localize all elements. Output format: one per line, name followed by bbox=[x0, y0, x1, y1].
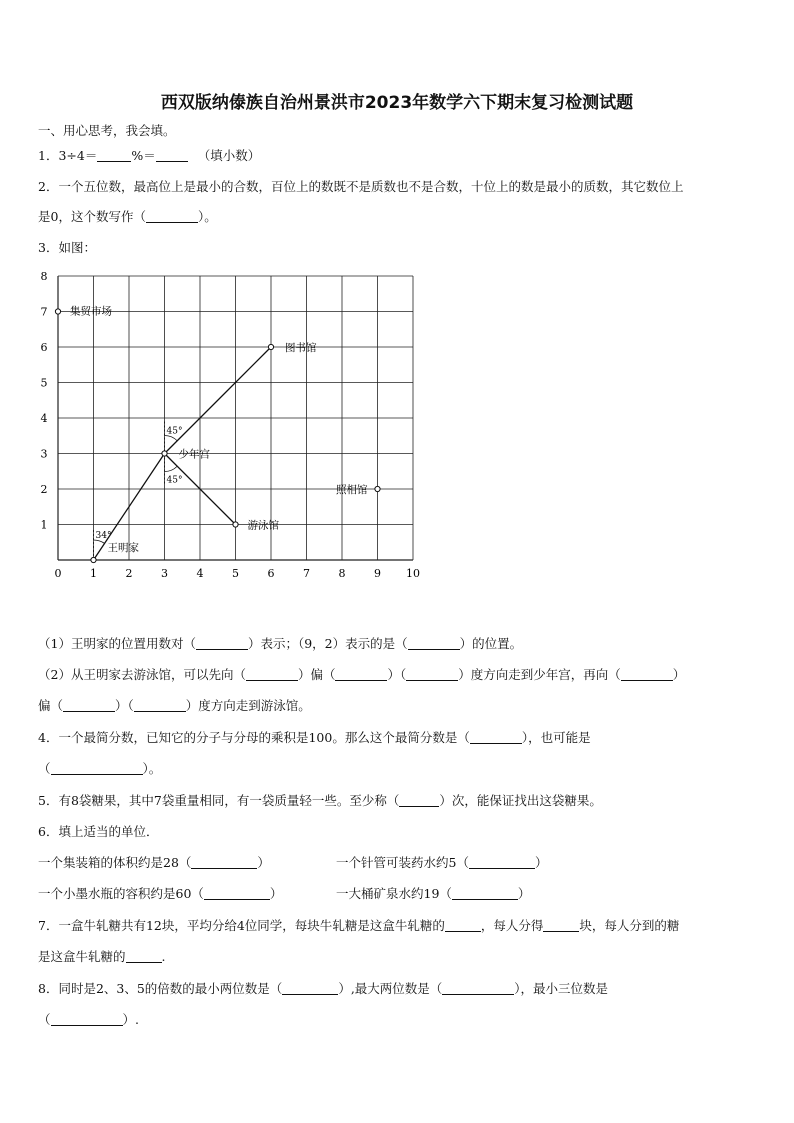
question-3-2: （2）从王明家去游泳馆，可以先向（ ）偏（ ）（ ）度方向走到少年宫，再向（ ） bbox=[38, 667, 686, 682]
y-tick-label: 6 bbox=[40, 341, 48, 354]
location-point bbox=[162, 451, 167, 456]
x-tick-label: 1 bbox=[90, 567, 97, 580]
question-6-row-2-b: 一大桶矿泉水约19（ ） bbox=[336, 886, 531, 901]
answer-blank[interactable] bbox=[621, 669, 673, 681]
y-tick-label: 5 bbox=[40, 376, 48, 390]
answer-blank[interactable] bbox=[406, 669, 458, 681]
answer-blank[interactable] bbox=[470, 732, 522, 744]
y-tick-label: 2 bbox=[40, 483, 48, 496]
answer-blank[interactable] bbox=[399, 795, 439, 807]
angle-label: 45° bbox=[166, 426, 183, 437]
angle-marks bbox=[94, 422, 183, 561]
y-tick-label: 7 bbox=[40, 305, 48, 319]
coordinate-map-chart bbox=[30, 262, 430, 592]
question-3: 3．如图： bbox=[38, 240, 96, 255]
answer-blank[interactable] bbox=[63, 700, 115, 712]
question-7: 7．一盒牛轧糖共有12块，平均分给4位同学，每块牛轧糖是这盒牛轧糖的 ，每人分得 块，每人分到的糖 bbox=[38, 918, 680, 933]
location-point bbox=[375, 486, 380, 491]
question-3-2-cont: 偏（ ）（ ）度方向走到游泳馆。 bbox=[38, 698, 311, 713]
question-2: 2．一个五位数，最高位上是最小的合数，百位上的数既不是质数也不是合数，十位上的数是最小的质数，其它数位上 bbox=[38, 179, 684, 194]
answer-blank[interactable] bbox=[445, 919, 481, 932]
question-6-row-2: 一个小墨水瓶的容积约是60（ ） bbox=[38, 886, 283, 901]
x-tick-label: 4 bbox=[196, 567, 204, 580]
x-tick-label: 7 bbox=[303, 567, 310, 580]
answer-blank[interactable] bbox=[282, 983, 338, 995]
answer-blank[interactable] bbox=[408, 638, 460, 650]
location-label: 图书馆 bbox=[285, 342, 317, 354]
answer-blank[interactable] bbox=[442, 983, 514, 995]
question-4-cont: （ ）。 bbox=[38, 761, 162, 776]
y-tick-label: 3 bbox=[40, 447, 48, 461]
question-2-cont: 是0，这个数写作（ ）。 bbox=[38, 209, 217, 224]
answer-blank[interactable] bbox=[196, 638, 248, 650]
location-label: 王明家 bbox=[107, 542, 139, 554]
question-6-row-1: 一个集装箱的体积约是28（ ） bbox=[38, 855, 270, 870]
x-tick-label: 8 bbox=[338, 567, 346, 580]
answer-blank[interactable] bbox=[51, 763, 143, 775]
answer-blank[interactable] bbox=[97, 149, 131, 162]
y-tick-label: 4 bbox=[40, 412, 48, 425]
answer-blank[interactable] bbox=[126, 950, 162, 963]
x-tick-label: 0 bbox=[54, 567, 62, 580]
location-label: 游泳馆 bbox=[247, 519, 279, 532]
question-5: 5．有8袋糖果，其中7袋重量相同，有一袋质量轻一些。至少称（ ）次，能保证找出这袋糖果。 bbox=[38, 793, 602, 808]
answer-blank[interactable] bbox=[543, 919, 579, 932]
x-tick-label: 5 bbox=[232, 567, 239, 580]
x-tick-label: 2 bbox=[125, 567, 133, 580]
location-point bbox=[55, 309, 60, 314]
y-tick-label: 8 bbox=[40, 270, 48, 283]
answer-blank[interactable] bbox=[469, 857, 535, 869]
locations bbox=[55, 305, 380, 563]
question-7-cont: 是这盒牛轧糖的 . bbox=[38, 949, 166, 964]
angle-label: 34° bbox=[95, 531, 112, 541]
question-3-1: （1）王明家的位置用数对（ ）表示；（9，2）表示的是（ ）的位置。 bbox=[38, 636, 523, 651]
angle-arc bbox=[165, 466, 178, 471]
answer-blank[interactable] bbox=[51, 1014, 123, 1026]
location-point bbox=[233, 522, 238, 527]
x-tick-label: 6 bbox=[267, 567, 275, 580]
question-8-cont: （ ）. bbox=[38, 1012, 139, 1027]
question-4: 4．一个最简分数，已知它的分子与分母的乘积是100。那么这个最简分数是（ ），也可能是 bbox=[38, 730, 591, 745]
question-6: 6．填上适当的单位． bbox=[38, 824, 159, 839]
location-point bbox=[268, 344, 273, 349]
location-label: 照相馆 bbox=[336, 484, 368, 496]
answer-blank[interactable] bbox=[146, 211, 198, 223]
location-point bbox=[91, 557, 96, 562]
x-tick-label: 3 bbox=[161, 567, 168, 580]
location-label: 少年宫 bbox=[178, 448, 210, 461]
x-tick-label: 10 bbox=[406, 567, 420, 580]
angle-label: 45° bbox=[166, 475, 183, 486]
answer-blank[interactable] bbox=[191, 857, 257, 869]
answer-blank[interactable] bbox=[204, 888, 270, 900]
question-1: 1．3÷4＝ %＝ （填小数） bbox=[38, 148, 261, 163]
grid bbox=[58, 276, 413, 560]
y-tick-label: 1 bbox=[40, 518, 48, 532]
answer-blank[interactable] bbox=[246, 669, 298, 681]
route-segment bbox=[165, 347, 272, 454]
answer-blank[interactable] bbox=[134, 700, 186, 712]
answer-blank[interactable] bbox=[335, 669, 387, 681]
question-6-row-1-b: 一个针管可装药水约5（ ） bbox=[336, 855, 548, 870]
answer-blank[interactable] bbox=[156, 149, 188, 162]
answer-blank[interactable] bbox=[452, 888, 518, 900]
question-8: 8．同时是2、3、5的倍数的最小两位数是（ ）,最大两位数是（ ），最小三位数是 bbox=[38, 981, 609, 996]
location-label: 集贸市场 bbox=[70, 305, 112, 318]
x-tick-label: 9 bbox=[374, 567, 381, 580]
section-heading: 一、用心思考，我会填。 bbox=[38, 123, 176, 138]
page-title: 西双版纳傣族自治州景洪市2023年数学六下期末复习检测试题 bbox=[160, 93, 634, 113]
